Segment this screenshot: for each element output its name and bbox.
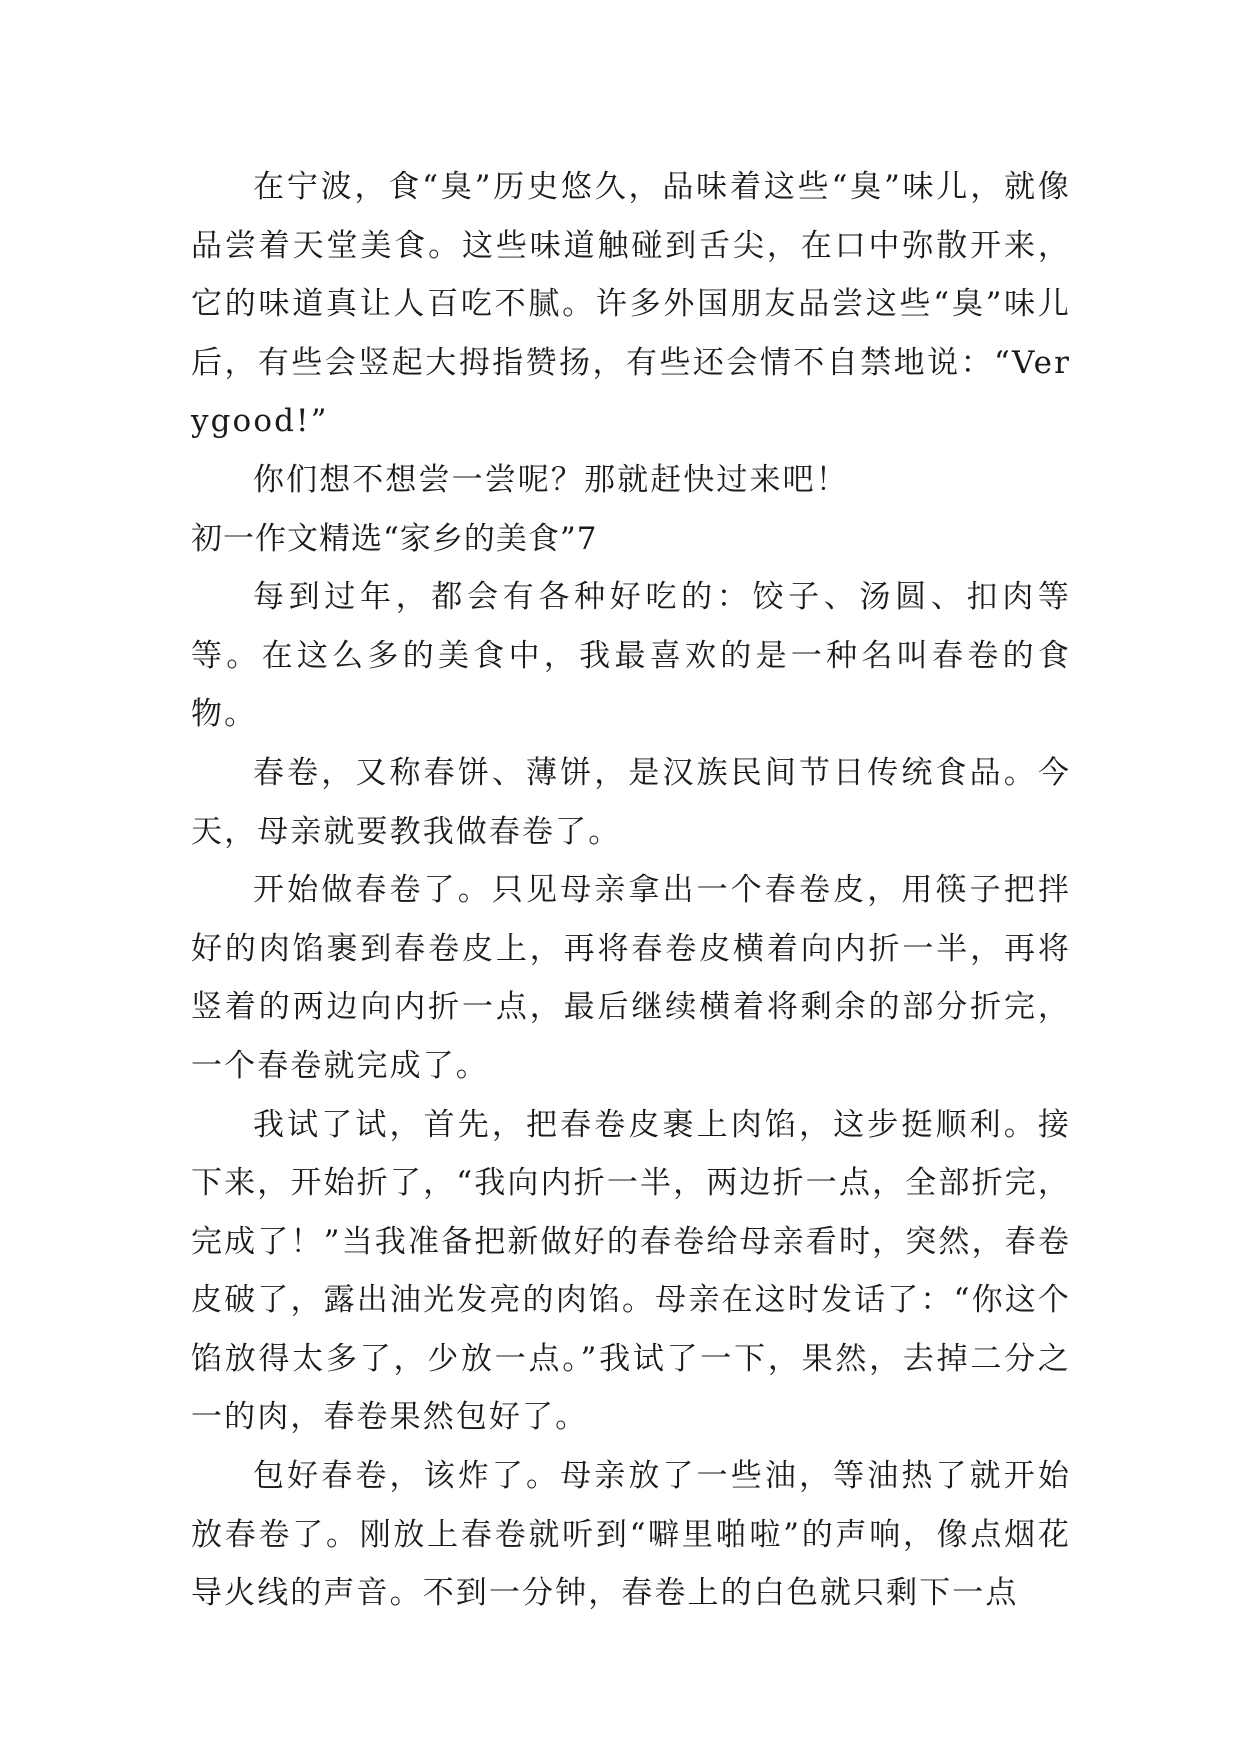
section-title: 初一作文精选“家乡的美食”7 <box>191 520 598 557</box>
paragraph-invitation: 你们想不想尝一尝呢？那就赶快过来吧！ <box>253 461 849 498</box>
paragraph-frying: 包好春卷，该炸了。母亲放了一些油，等油热了就开始放春卷了。刚放上春卷就听到“噼里啪啦”的声响，像点烟花导火线的声音。不到一分钟，春卷上的白色就只剩下一点 <box>191 1458 1071 1612</box>
paragraph-spring-roll-intro: 春卷，又称春饼、薄饼，是汉族民间节日传统食品。今天，母亲就要教我做春卷了。 <box>191 754 1071 850</box>
paragraph-mother-makes: 开始做春卷了。只见母亲拿出一个春卷皮，用筷子把拌好的肉馅裹到春卷皮上，再将春卷皮横着向内折一半，再将竖着的两边向内折一点，最后继续横着将剩余的部分折完，一个春卷就完成了。 <box>191 872 1071 1084</box>
paragraph-stinky-food: 在宁波，食“臭”历史悠久，品味着这些“臭”味儿，就像品尝着天堂美食。这些味道触碰到舌尖，在口中弥散开来，它的味道真让人百吃不腻。许多外国朋友品尝这些“臭”味儿后，有些会竖起大拇指赞扬，有些还会情不自禁地说：“Verygood!” <box>191 169 1071 440</box>
paragraph-my-attempt: 我试了试，首先，把春卷皮裹上肉馅，这步挺顺利。接下来，开始折了，“我向内折一半，两边折一点，全部折完，完成了！”当我准备把新做好的春卷给母亲看时，突然，春卷皮破了，露出油光发亮的肉馅。母亲在这时发话了：“你这个馅放得太多了，少放一点。”我试了一下，果然，去掉二分之一的肉，春卷果然包好了。 <box>191 1106 1071 1436</box>
paragraph-new-year-food: 每到过年，都会有各种好吃的：饺子、汤圆、扣肉等等。在这么多的美食中，我最喜欢的是一种名叫春卷的食物。 <box>191 579 1071 733</box>
document-body <box>191 158 1071 1623</box>
